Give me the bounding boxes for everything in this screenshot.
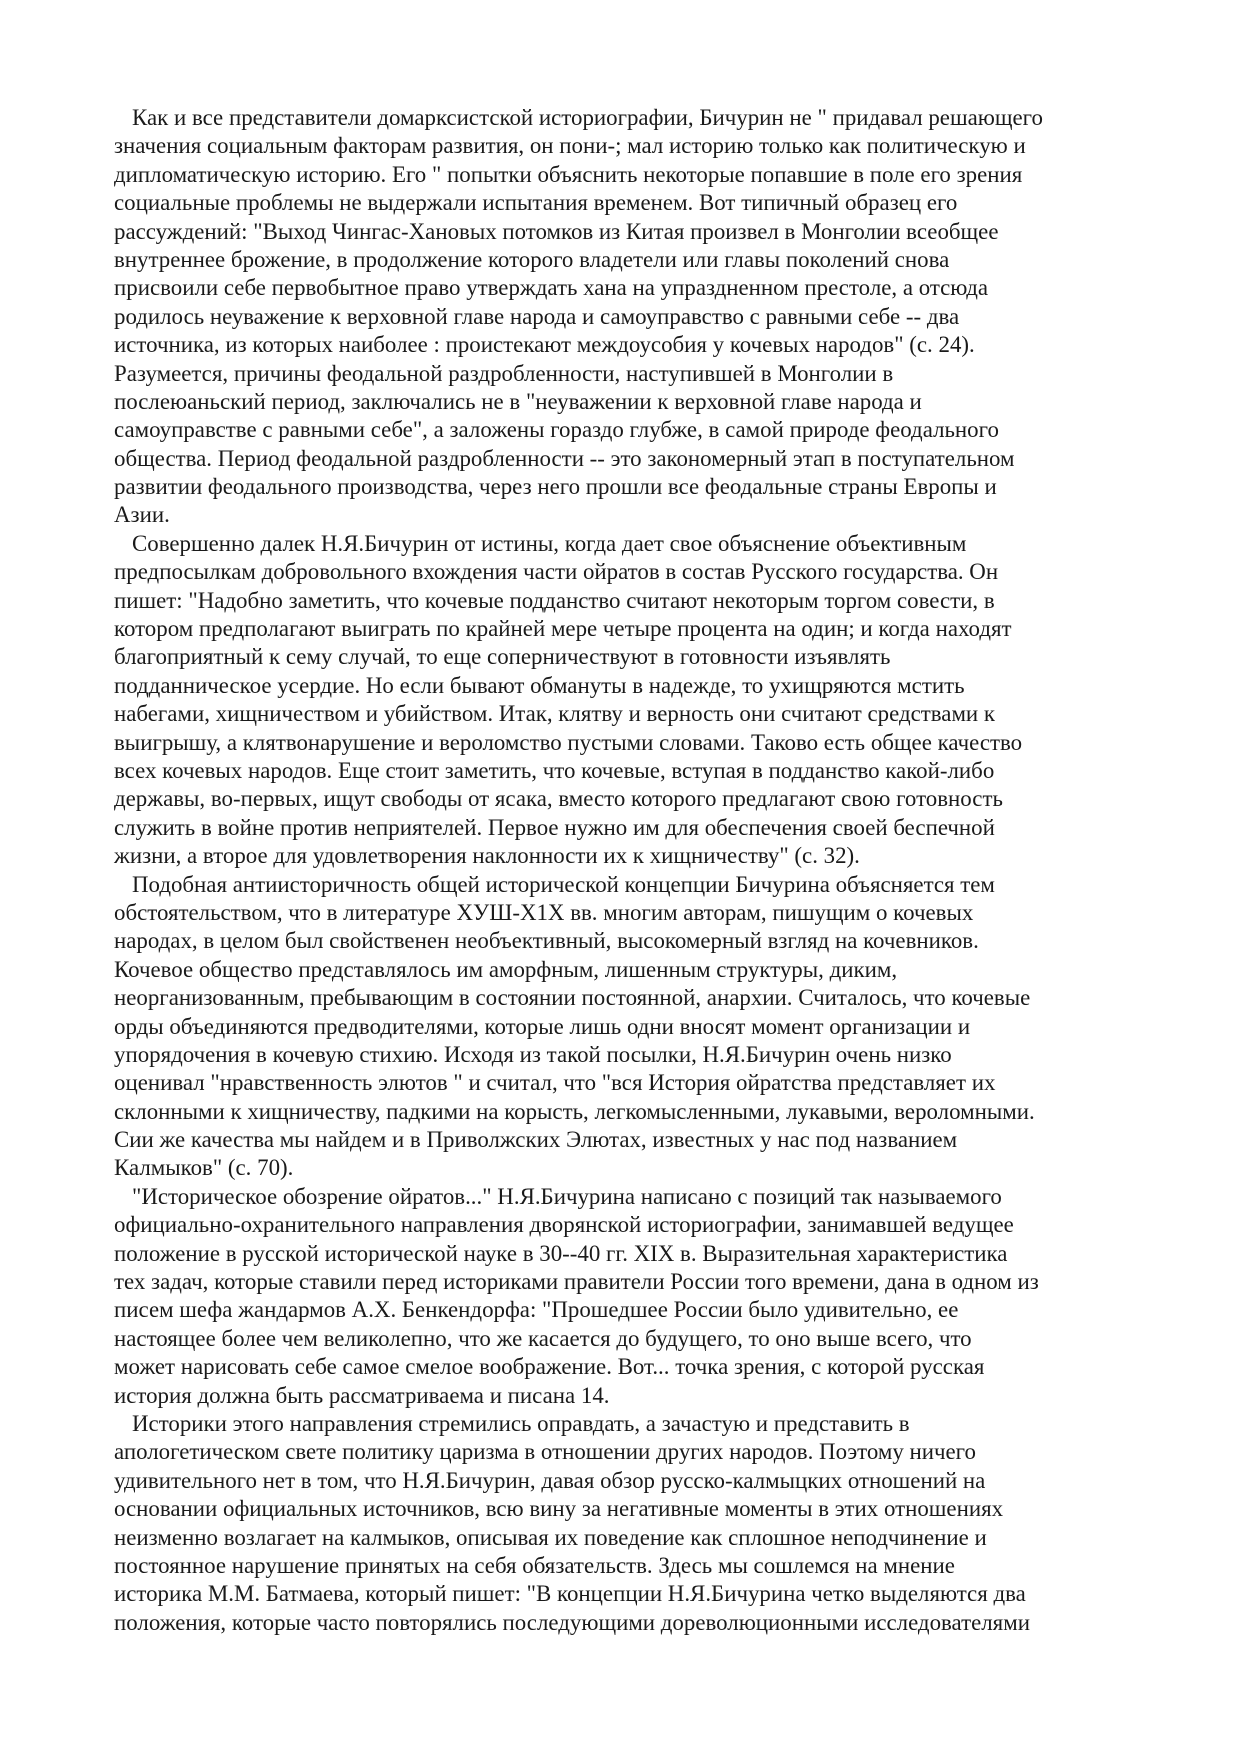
text-line: выигрышу, а клятвонарушение и вероломство пустыми словами. Таково есть общее качество [114, 729, 1023, 755]
text-line: Сии же качества мы найдем и в Приволжских Элютах, известных у нас под названием [114, 1127, 958, 1153]
text-line: общества. Период феодальной раздробленности -- это закономерный этап в поступательном [114, 445, 1015, 471]
text-line: источника, из которых наиболее : проистекают междоусобия у кочевых народов" (с. 24). [114, 332, 975, 358]
text-line: Историки этого направления стремились оправдать, а зачастую и представить в [132, 1410, 910, 1436]
text-line: самоуправстве с равными себе", а заложены гораздо глубже, в самой природе феодального [114, 417, 999, 443]
text-line: Совершенно далек Н.Я.Бичурин от истины, когда дает свое объяснение объективным [132, 530, 967, 556]
text-line: склонными к хищничеству, падкими на корысть, легкомысленными, лукавыми, вероломными. [114, 1098, 1035, 1124]
text-line: настоящее более чем великолепно, что же касается до будущего, то оно выше всего, что [114, 1325, 972, 1351]
text-line: всех кочевых народов. Еще стоит заметить, что кочевые, вступая в подданство какой-либо [114, 757, 995, 783]
text-line: упорядочения в кочевую стихию. Исходя из такой посылки, Н.Я.Бичурин очень низко [114, 1041, 952, 1067]
text-line: дипломатическую историю. Его " попытки объяснить некоторые попавшие в поле его зрения [114, 161, 1023, 187]
text-line: народах, в целом был свойственен необъективный, высокомерный взгляд на кочевников. [114, 928, 979, 954]
text-line: "Историческое обозрение ойратов..." Н.Я.Бичурина написано с позиций так называемого [132, 1183, 1002, 1209]
text-line: послеюаньский период, заключались не в "неуважении к верховной главе народа и [114, 388, 922, 414]
document-page [114, 104, 1124, 1637]
text-line: историка М.М. Батмаева, который пишет: "В концепции Н.Я.Бичурина четко выделяются два [114, 1581, 1026, 1607]
text-line: подданническое усердие. Но если бывают обмануты в надежде, то ухищряются мстить [114, 672, 965, 698]
text-line: оценивал "нравственность элютов " и считал, что "вся История ойратства представляет их [114, 1070, 996, 1096]
paragraph-3 [114, 871, 1124, 1183]
text-line: благоприятный к сему случай, то еще соперничествуют в готовности изъявлять [114, 644, 891, 670]
text-line: внутреннее брожение, в продолжение которого владетели или главы поколений снова [114, 246, 950, 272]
text-line: неизменно возлагает на калмыков, описывая их поведение как сплошное неподчинение и [114, 1524, 987, 1550]
text-line: удивительного нет в том, что Н.Я.Бичурин, давая обзор русско-калмыцких отношений на [114, 1467, 986, 1493]
text-line: неорганизованным, пребывающим в состоянии постоянной, анархии. Считалось, что кочевые [114, 985, 1031, 1011]
text-line: присвоили себе первобытное право утверждать хана на упраздненном престоле, а отсюда [114, 275, 989, 301]
paragraph-2 [114, 530, 1124, 871]
text-line: апологетическом свете политику царизма в отношении других народов. Поэтому ничего [114, 1439, 976, 1465]
text-line: социальные проблемы не выдержали испытания временем. Вот типичный образец его [114, 190, 958, 216]
text-line: история должна быть рассматриваема и писана 14. [114, 1382, 610, 1408]
text-line: Как и все представители домарксистской историографии, Бичурин не " придавал решающего [132, 105, 1043, 130]
text-line: может нарисовать себе самое смелое воображение. Вот... точка зрения, с которой русская [114, 1354, 985, 1380]
text-line: Калмыков" (с. 70). [114, 1155, 294, 1181]
text-line: державы, во-первых, ищут свободы от ясака, вместо которого предлагают свою готовность [114, 786, 1003, 812]
paragraph-5 [114, 1410, 1124, 1637]
text-line: писем шефа жандармов А.Х. Бенкендорфа: "Прошедшее России было удивительно, ее [114, 1297, 959, 1323]
text-line: положение в русской исторической науке в 30--40 гг. XIX в. Выразительная характеристика [114, 1240, 1008, 1266]
text-line: предпосылкам добровольного вхождения части ойратов в состав Русского государства. Он [114, 559, 999, 585]
text-line: Подобная антиисторичность общей исторической концепции Бичурина объясняется тем [132, 871, 995, 897]
paragraph-1 [114, 104, 1124, 530]
text-line: рассуждений: "Выход Чингас-Хановых потомков из Китая произвел в Монголии всеобщее [114, 218, 999, 244]
text-line: Кочевое общество представлялось им аморфным, лишенным структуры, диким, [114, 956, 898, 982]
text-line: пишет: "Надобно заметить, что кочевые подданство считают некоторым торгом совести, в [114, 587, 995, 613]
text-line: служить в войне против неприятелей. Первое нужно им для обеспечения своей беспечной [114, 814, 995, 840]
text-line: орды объединяются предводителями, которые лишь одни вносят момент организации и [114, 1013, 971, 1039]
text-line: обстоятельством, что в литературе ХУШ-Х1Х вв. многим авторам, пишущим о кочевых [114, 899, 974, 925]
text-line: официально-охранительного направления дворянской историографии, занимавшей ведущее [114, 1212, 1014, 1238]
paragraph-4 [114, 1183, 1124, 1410]
text-line: жизни, а второе для удовлетворения наклонности их к хищничеству" (с. 32). [114, 843, 860, 869]
text-line: набегами, хищничеством и убийством. Итак, клятву и верность они считают средствами к [114, 701, 996, 727]
text-line: положения, которые часто повторялись последующими дореволюционными исследователями [114, 1609, 1030, 1635]
text-line: основании официальных источников, всю вину за негативные моменты в этих отношениях [114, 1496, 1004, 1522]
text-line: тех задач, которые ставили перед историками правители России того времени, дана в одном из [114, 1269, 1039, 1295]
text-line: котором предполагают выиграть по крайней мере четыре процента на один; и когда находят [114, 616, 1012, 642]
text-line: постоянное нарушение принятых на себя обязательств. Здесь мы сошлемся на мнение [114, 1552, 955, 1578]
text-line: родилось неуважение к верховной главе народа и самоуправство с равными себе -- два [114, 303, 960, 329]
text-line: Разумеется, причины феодальной раздробленности, наступившей в Монголии в [114, 360, 894, 386]
text-line: развитии феодального производства, через него прошли все феодальные страны Европы и [114, 474, 997, 500]
text-line: Азии. [114, 502, 170, 528]
text-line: значения социальным факторам развития, он пони-; мал историю только как политическую и [114, 133, 1026, 159]
